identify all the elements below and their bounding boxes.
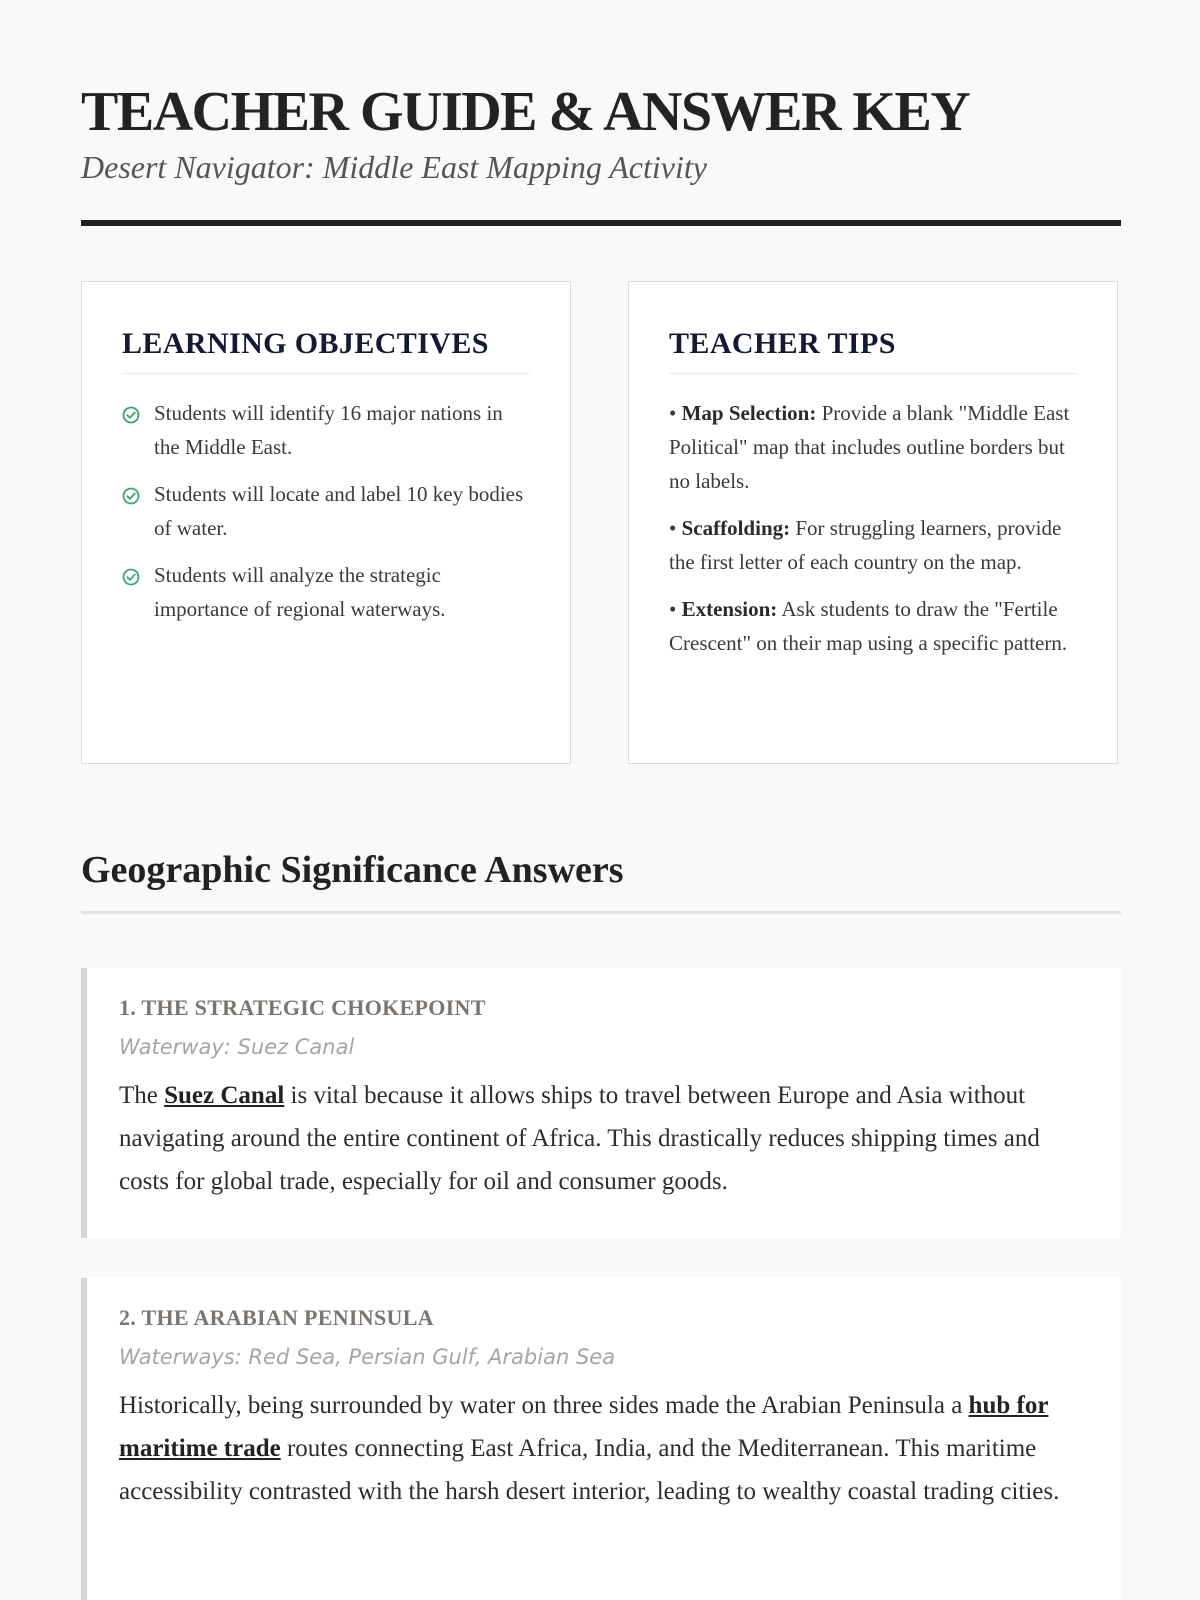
tip-extension [669,592,1077,660]
tip-bullet: • [669,597,677,621]
answer-text-after: is vital because it allows ships to travel between Europe and Asia without navigating around the entire continent of Africa. This drastically reduces shipping times and costs for global trade, especially for oil and consumer goods. [119,1081,1040,1195]
answer-key-term: hub for maritime trade [119,1391,1049,1462]
answer-waterway: Waterway: Suez Canal [119,1034,355,1059]
tip-bullet: • [669,516,677,540]
answer-key-term: Suez Canal [164,1081,285,1109]
check-circle-icon [122,400,140,418]
objectives-list [122,396,530,626]
answer-heading: 1. THE STRATEGIC CHOKEPOINT [119,995,486,1020]
section-title: Geographic Significance Answers [81,849,624,891]
objective-item [122,558,530,626]
tip-label: Scaffolding: [681,516,791,540]
tip-label: Map Selection: [681,401,817,425]
tip-text: Provide a blank "Middle East Political" map that includes outline borders but no labels. [669,401,1070,493]
answer-text [119,1384,1089,1513]
page-subtitle: Desert Navigator: Middle East Mapping Activity [81,149,707,186]
tip-bullet: • [669,401,677,425]
teacher-tips-card [628,281,1118,764]
learning-objectives-card [81,281,571,764]
check-circle-icon [122,481,140,499]
answer-heading: 2. THE ARABIAN PENINSULA [119,1305,434,1330]
answer-waterway: Waterways: Red Sea, Persian Gulf, Arabian Sea [119,1344,616,1369]
header [81,80,1121,187]
tip-text: Ask students to draw the "Fertile Crescent" on their map using a specific pattern. [669,597,1068,655]
check-circle-icon [122,562,140,580]
objective-item [122,396,530,464]
objective-text: Students will identify 16 major nations in the Middle East. [154,401,503,459]
objective-text: Students will analyze the strategic importance of regional waterways. [154,563,446,621]
section-divider [81,911,1121,914]
page-title: TEACHER GUIDE & ANSWER KEY [81,81,970,143]
answer-text [119,1074,1089,1203]
tip-map-selection [669,396,1077,498]
tip-scaffolding [669,511,1077,579]
objective-item [122,477,530,545]
objective-text: Students will locate and label 10 key bodies of water. [154,482,524,540]
tip-text: For struggling learners, provide the first letter of each country on the map. [669,516,1062,574]
tip-label: Extension: [681,597,778,621]
header-divider [81,220,1121,226]
answer-text-before: The [119,1081,165,1109]
learning-objectives-title: LEARNING OBJECTIVES [122,327,530,374]
answer-text-after: routes connecting East Africa, India, and the Mediterranean. This maritime accessibility contrasted with the harsh desert interior, leading to wealthy coastal trading cities. [119,1434,1060,1505]
answer-text-before: Historically, being surrounded by water on three sides made the Arabian Peninsula a [119,1391,969,1419]
answer-block-2 [81,1278,1121,1600]
answer-block-1 [81,968,1121,1238]
teacher-tips-title: TEACHER TIPS [669,327,1077,374]
